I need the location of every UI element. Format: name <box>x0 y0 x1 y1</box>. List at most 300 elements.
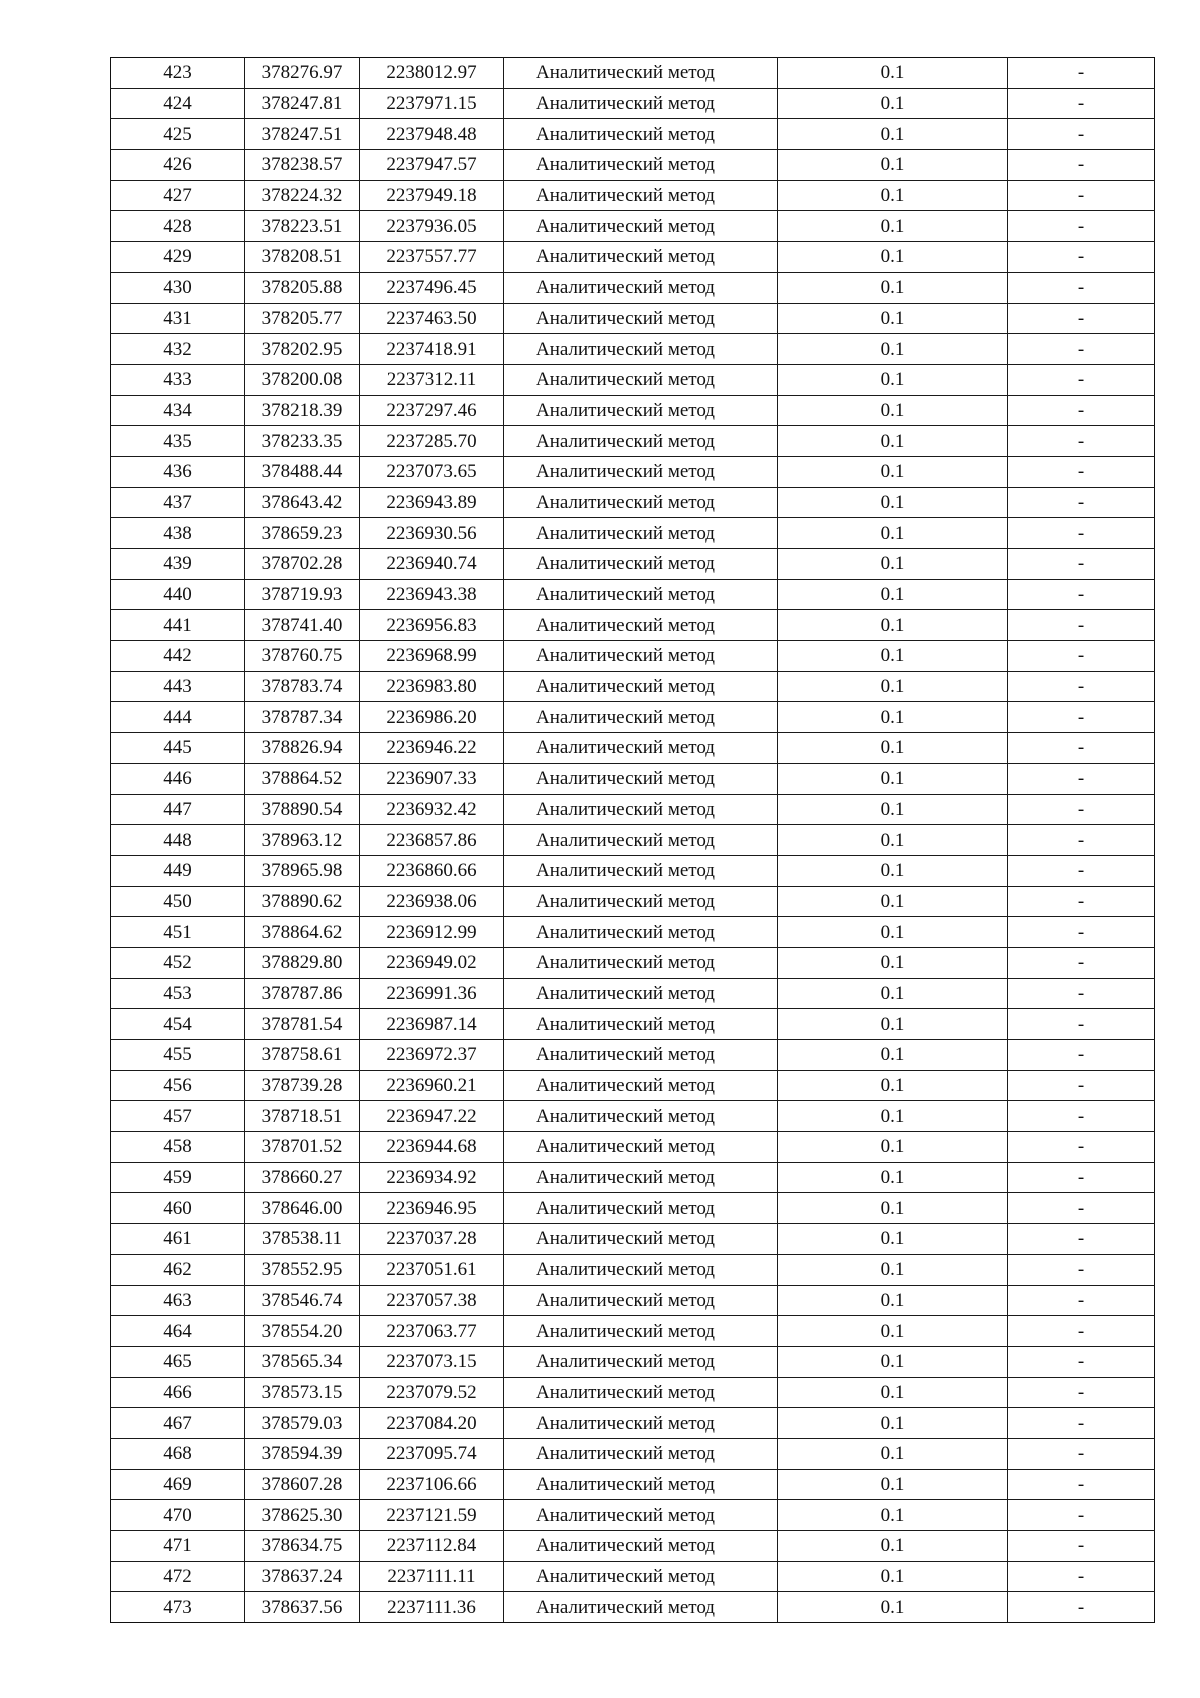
note-cell: - <box>1008 1285 1155 1316</box>
method-cell: Аналитический метод <box>504 334 778 365</box>
method-cell: Аналитический метод <box>504 242 778 273</box>
precision-cell: 0.1 <box>778 1500 1008 1531</box>
y-coordinate-cell: 2236943.38 <box>360 579 504 610</box>
precision-cell: 0.1 <box>778 1592 1008 1623</box>
x-coordinate-cell: 378739.28 <box>245 1070 360 1101</box>
method-cell: Аналитический метод <box>504 272 778 303</box>
precision-cell: 0.1 <box>778 671 1008 702</box>
x-coordinate-cell: 378634.75 <box>245 1531 360 1562</box>
x-coordinate-cell: 378783.74 <box>245 671 360 702</box>
precision-cell: 0.1 <box>778 364 1008 395</box>
x-coordinate-cell: 378701.52 <box>245 1132 360 1163</box>
table-row <box>111 180 1155 211</box>
x-coordinate-cell: 378488.44 <box>245 456 360 487</box>
note-cell: - <box>1008 518 1155 549</box>
x-coordinate-cell: 378659.23 <box>245 518 360 549</box>
note-cell: - <box>1008 1531 1155 1562</box>
table-row <box>111 1592 1155 1623</box>
precision-cell: 0.1 <box>778 825 1008 856</box>
table-row <box>111 88 1155 119</box>
y-coordinate-cell: 2237073.65 <box>360 456 504 487</box>
y-coordinate-cell: 2236944.68 <box>360 1132 504 1163</box>
method-cell: Аналитический метод <box>504 1316 778 1347</box>
note-cell: - <box>1008 1592 1155 1623</box>
note-cell: - <box>1008 150 1155 181</box>
point-number-cell: 437 <box>111 487 245 518</box>
precision-cell: 0.1 <box>778 1285 1008 1316</box>
note-cell: - <box>1008 334 1155 365</box>
x-coordinate-cell: 378963.12 <box>245 825 360 856</box>
table-row <box>111 426 1155 457</box>
note-cell: - <box>1008 1009 1155 1040</box>
precision-cell: 0.1 <box>778 1070 1008 1101</box>
method-cell: Аналитический метод <box>504 1193 778 1224</box>
point-number-cell: 458 <box>111 1132 245 1163</box>
precision-cell: 0.1 <box>778 886 1008 917</box>
table-row <box>111 211 1155 242</box>
x-coordinate-cell: 378200.08 <box>245 364 360 395</box>
method-cell: Аналитический метод <box>504 978 778 1009</box>
x-coordinate-cell: 378758.61 <box>245 1040 360 1071</box>
method-cell: Аналитический метод <box>504 395 778 426</box>
table-row <box>111 334 1155 365</box>
table-row <box>111 702 1155 733</box>
note-cell: - <box>1008 119 1155 150</box>
precision-cell: 0.1 <box>778 180 1008 211</box>
x-coordinate-cell: 378538.11 <box>245 1224 360 1255</box>
precision-cell: 0.1 <box>778 579 1008 610</box>
method-cell: Аналитический метод <box>504 1408 778 1439</box>
x-coordinate-cell: 378218.39 <box>245 395 360 426</box>
x-coordinate-cell: 378702.28 <box>245 549 360 580</box>
x-coordinate-cell: 378760.75 <box>245 641 360 672</box>
precision-cell: 0.1 <box>778 549 1008 580</box>
y-coordinate-cell: 2236907.33 <box>360 763 504 794</box>
note-cell: - <box>1008 88 1155 119</box>
table-row <box>111 487 1155 518</box>
precision-cell: 0.1 <box>778 58 1008 89</box>
point-number-cell: 448 <box>111 825 245 856</box>
x-coordinate-cell: 378594.39 <box>245 1438 360 1469</box>
method-cell: Аналитический метод <box>504 1070 778 1101</box>
table-row <box>111 1162 1155 1193</box>
method-cell: Аналитический метод <box>504 58 778 89</box>
y-coordinate-cell: 2236949.02 <box>360 947 504 978</box>
note-cell: - <box>1008 671 1155 702</box>
method-cell: Аналитический метод <box>504 947 778 978</box>
precision-cell: 0.1 <box>778 763 1008 794</box>
precision-cell: 0.1 <box>778 794 1008 825</box>
point-number-cell: 440 <box>111 579 245 610</box>
y-coordinate-cell: 2237418.91 <box>360 334 504 365</box>
point-number-cell: 441 <box>111 610 245 641</box>
x-coordinate-cell: 378224.32 <box>245 180 360 211</box>
y-coordinate-cell: 2237084.20 <box>360 1408 504 1439</box>
precision-cell: 0.1 <box>778 702 1008 733</box>
point-number-cell: 471 <box>111 1531 245 1562</box>
note-cell: - <box>1008 456 1155 487</box>
y-coordinate-cell: 2237037.28 <box>360 1224 504 1255</box>
x-coordinate-cell: 378637.24 <box>245 1561 360 1592</box>
table-row <box>111 364 1155 395</box>
method-cell: Аналитический метод <box>504 1469 778 1500</box>
precision-cell: 0.1 <box>778 1316 1008 1347</box>
method-cell: Аналитический метод <box>504 1438 778 1469</box>
method-cell: Аналитический метод <box>504 794 778 825</box>
note-cell: - <box>1008 303 1155 334</box>
x-coordinate-cell: 378247.51 <box>245 119 360 150</box>
x-coordinate-cell: 378205.77 <box>245 303 360 334</box>
precision-cell: 0.1 <box>778 610 1008 641</box>
note-cell: - <box>1008 1193 1155 1224</box>
table-row <box>111 1285 1155 1316</box>
note-cell: - <box>1008 733 1155 764</box>
note-cell: - <box>1008 855 1155 886</box>
precision-cell: 0.1 <box>778 334 1008 365</box>
method-cell: Аналитический метод <box>504 426 778 457</box>
precision-cell: 0.1 <box>778 1254 1008 1285</box>
x-coordinate-cell: 378787.34 <box>245 702 360 733</box>
y-coordinate-cell: 2237463.50 <box>360 303 504 334</box>
precision-cell: 0.1 <box>778 1438 1008 1469</box>
precision-cell: 0.1 <box>778 1009 1008 1040</box>
note-cell: - <box>1008 58 1155 89</box>
method-cell: Аналитический метод <box>504 1162 778 1193</box>
y-coordinate-cell: 2237947.57 <box>360 150 504 181</box>
point-number-cell: 460 <box>111 1193 245 1224</box>
x-coordinate-cell: 378552.95 <box>245 1254 360 1285</box>
y-coordinate-cell: 2236857.86 <box>360 825 504 856</box>
note-cell: - <box>1008 1377 1155 1408</box>
y-coordinate-cell: 2236968.99 <box>360 641 504 672</box>
note-cell: - <box>1008 1101 1155 1132</box>
table-row <box>111 1500 1155 1531</box>
method-cell: Аналитический метод <box>504 180 778 211</box>
y-coordinate-cell: 2237112.84 <box>360 1531 504 1562</box>
point-number-cell: 445 <box>111 733 245 764</box>
table-row <box>111 1531 1155 1562</box>
y-coordinate-cell: 2236932.42 <box>360 794 504 825</box>
precision-cell: 0.1 <box>778 1224 1008 1255</box>
note-cell: - <box>1008 917 1155 948</box>
table-row <box>111 456 1155 487</box>
table-row <box>111 1009 1155 1040</box>
y-coordinate-cell: 2237057.38 <box>360 1285 504 1316</box>
y-coordinate-cell: 2237111.11 <box>360 1561 504 1592</box>
point-number-cell: 456 <box>111 1070 245 1101</box>
point-number-cell: 453 <box>111 978 245 1009</box>
method-cell: Аналитический метод <box>504 733 778 764</box>
precision-cell: 0.1 <box>778 487 1008 518</box>
note-cell: - <box>1008 702 1155 733</box>
note-cell: - <box>1008 272 1155 303</box>
point-number-cell: 459 <box>111 1162 245 1193</box>
y-coordinate-cell: 2236991.36 <box>360 978 504 1009</box>
x-coordinate-cell: 378890.54 <box>245 794 360 825</box>
y-coordinate-cell: 2236943.89 <box>360 487 504 518</box>
point-number-cell: 436 <box>111 456 245 487</box>
y-coordinate-cell: 2238012.97 <box>360 58 504 89</box>
table-row <box>111 610 1155 641</box>
method-cell: Аналитический метод <box>504 1377 778 1408</box>
y-coordinate-cell: 2237121.59 <box>360 1500 504 1531</box>
point-number-cell: 425 <box>111 119 245 150</box>
note-cell: - <box>1008 1040 1155 1071</box>
table-row <box>111 518 1155 549</box>
x-coordinate-cell: 378718.51 <box>245 1101 360 1132</box>
precision-cell: 0.1 <box>778 150 1008 181</box>
method-cell: Аналитический метод <box>504 1040 778 1071</box>
point-number-cell: 447 <box>111 794 245 825</box>
coordinates-table-body <box>111 58 1155 1623</box>
point-number-cell: 455 <box>111 1040 245 1071</box>
point-number-cell: 439 <box>111 549 245 580</box>
y-coordinate-cell: 2236940.74 <box>360 549 504 580</box>
point-number-cell: 462 <box>111 1254 245 1285</box>
table-row <box>111 119 1155 150</box>
point-number-cell: 442 <box>111 641 245 672</box>
precision-cell: 0.1 <box>778 641 1008 672</box>
point-number-cell: 430 <box>111 272 245 303</box>
method-cell: Аналитический метод <box>504 917 778 948</box>
table-row <box>111 1316 1155 1347</box>
point-number-cell: 465 <box>111 1346 245 1377</box>
y-coordinate-cell: 2237949.18 <box>360 180 504 211</box>
x-coordinate-cell: 378247.81 <box>245 88 360 119</box>
table-row <box>111 1469 1155 1500</box>
y-coordinate-cell: 2237063.77 <box>360 1316 504 1347</box>
note-cell: - <box>1008 763 1155 794</box>
point-number-cell: 438 <box>111 518 245 549</box>
y-coordinate-cell: 2237971.15 <box>360 88 504 119</box>
x-coordinate-cell: 378965.98 <box>245 855 360 886</box>
note-cell: - <box>1008 1224 1155 1255</box>
y-coordinate-cell: 2237936.05 <box>360 211 504 242</box>
y-coordinate-cell: 2237051.61 <box>360 1254 504 1285</box>
method-cell: Аналитический метод <box>504 1254 778 1285</box>
point-number-cell: 473 <box>111 1592 245 1623</box>
method-cell: Аналитический метод <box>504 150 778 181</box>
point-number-cell: 470 <box>111 1500 245 1531</box>
x-coordinate-cell: 378205.88 <box>245 272 360 303</box>
precision-cell: 0.1 <box>778 1346 1008 1377</box>
y-coordinate-cell: 2236912.99 <box>360 917 504 948</box>
method-cell: Аналитический метод <box>504 456 778 487</box>
note-cell: - <box>1008 1070 1155 1101</box>
table-row <box>111 1132 1155 1163</box>
y-coordinate-cell: 2237285.70 <box>360 426 504 457</box>
precision-cell: 0.1 <box>778 1162 1008 1193</box>
point-number-cell: 464 <box>111 1316 245 1347</box>
method-cell: Аналитический метод <box>504 364 778 395</box>
point-number-cell: 449 <box>111 855 245 886</box>
x-coordinate-cell: 378826.94 <box>245 733 360 764</box>
y-coordinate-cell: 2237106.66 <box>360 1469 504 1500</box>
table-row <box>111 1101 1155 1132</box>
point-number-cell: 466 <box>111 1377 245 1408</box>
point-number-cell: 461 <box>111 1224 245 1255</box>
point-number-cell: 444 <box>111 702 245 733</box>
y-coordinate-cell: 2236986.20 <box>360 702 504 733</box>
table-row <box>111 549 1155 580</box>
table-row <box>111 272 1155 303</box>
y-coordinate-cell: 2236987.14 <box>360 1009 504 1040</box>
x-coordinate-cell: 378781.54 <box>245 1009 360 1040</box>
method-cell: Аналитический метод <box>504 1009 778 1040</box>
y-coordinate-cell: 2236938.06 <box>360 886 504 917</box>
precision-cell: 0.1 <box>778 303 1008 334</box>
method-cell: Аналитический метод <box>504 1132 778 1163</box>
method-cell: Аналитический метод <box>504 88 778 119</box>
precision-cell: 0.1 <box>778 947 1008 978</box>
note-cell: - <box>1008 886 1155 917</box>
y-coordinate-cell: 2236930.56 <box>360 518 504 549</box>
precision-cell: 0.1 <box>778 1561 1008 1592</box>
precision-cell: 0.1 <box>778 1193 1008 1224</box>
y-coordinate-cell: 2237496.45 <box>360 272 504 303</box>
point-number-cell: 443 <box>111 671 245 702</box>
x-coordinate-cell: 378276.97 <box>245 58 360 89</box>
x-coordinate-cell: 378625.30 <box>245 1500 360 1531</box>
precision-cell: 0.1 <box>778 426 1008 457</box>
point-number-cell: 432 <box>111 334 245 365</box>
precision-cell: 0.1 <box>778 855 1008 886</box>
note-cell: - <box>1008 978 1155 1009</box>
table-row <box>111 1346 1155 1377</box>
x-coordinate-cell: 378787.86 <box>245 978 360 1009</box>
point-number-cell: 429 <box>111 242 245 273</box>
note-cell: - <box>1008 794 1155 825</box>
table-row <box>111 150 1155 181</box>
table-row <box>111 671 1155 702</box>
point-number-cell: 434 <box>111 395 245 426</box>
note-cell: - <box>1008 1561 1155 1592</box>
note-cell: - <box>1008 395 1155 426</box>
point-number-cell: 467 <box>111 1408 245 1439</box>
method-cell: Аналитический метод <box>504 1500 778 1531</box>
note-cell: - <box>1008 1254 1155 1285</box>
method-cell: Аналитический метод <box>504 641 778 672</box>
method-cell: Аналитический метод <box>504 1224 778 1255</box>
table-row <box>111 303 1155 334</box>
method-cell: Аналитический метод <box>504 855 778 886</box>
table-row <box>111 1040 1155 1071</box>
method-cell: Аналитический метод <box>504 119 778 150</box>
y-coordinate-cell: 2236983.80 <box>360 671 504 702</box>
point-number-cell: 433 <box>111 364 245 395</box>
method-cell: Аналитический метод <box>504 549 778 580</box>
note-cell: - <box>1008 1438 1155 1469</box>
table-row <box>111 763 1155 794</box>
point-number-cell: 457 <box>111 1101 245 1132</box>
precision-cell: 0.1 <box>778 1101 1008 1132</box>
y-coordinate-cell: 2236960.21 <box>360 1070 504 1101</box>
x-coordinate-cell: 378579.03 <box>245 1408 360 1439</box>
table-row <box>111 978 1155 1009</box>
method-cell: Аналитический метод <box>504 303 778 334</box>
x-coordinate-cell: 378208.51 <box>245 242 360 273</box>
table-row <box>111 855 1155 886</box>
x-coordinate-cell: 378233.35 <box>245 426 360 457</box>
x-coordinate-cell: 378660.27 <box>245 1162 360 1193</box>
precision-cell: 0.1 <box>778 1377 1008 1408</box>
precision-cell: 0.1 <box>778 917 1008 948</box>
method-cell: Аналитический метод <box>504 1101 778 1132</box>
note-cell: - <box>1008 549 1155 580</box>
precision-cell: 0.1 <box>778 1469 1008 1500</box>
table-row <box>111 886 1155 917</box>
precision-cell: 0.1 <box>778 733 1008 764</box>
y-coordinate-cell: 2237073.15 <box>360 1346 504 1377</box>
note-cell: - <box>1008 211 1155 242</box>
table-row <box>111 917 1155 948</box>
y-coordinate-cell: 2237297.46 <box>360 395 504 426</box>
method-cell: Аналитический метод <box>504 518 778 549</box>
x-coordinate-cell: 378607.28 <box>245 1469 360 1500</box>
y-coordinate-cell: 2237948.48 <box>360 119 504 150</box>
note-cell: - <box>1008 1500 1155 1531</box>
x-coordinate-cell: 378573.15 <box>245 1377 360 1408</box>
note-cell: - <box>1008 1132 1155 1163</box>
note-cell: - <box>1008 180 1155 211</box>
y-coordinate-cell: 2237095.74 <box>360 1438 504 1469</box>
point-number-cell: 452 <box>111 947 245 978</box>
point-number-cell: 446 <box>111 763 245 794</box>
precision-cell: 0.1 <box>778 211 1008 242</box>
note-cell: - <box>1008 1162 1155 1193</box>
y-coordinate-cell: 2237557.77 <box>360 242 504 273</box>
note-cell: - <box>1008 610 1155 641</box>
table-row <box>111 1561 1155 1592</box>
table-row <box>111 733 1155 764</box>
y-coordinate-cell: 2236947.22 <box>360 1101 504 1132</box>
x-coordinate-cell: 378565.34 <box>245 1346 360 1377</box>
note-cell: - <box>1008 364 1155 395</box>
precision-cell: 0.1 <box>778 1132 1008 1163</box>
x-coordinate-cell: 378223.51 <box>245 211 360 242</box>
precision-cell: 0.1 <box>778 395 1008 426</box>
table-row <box>111 641 1155 672</box>
table-row <box>111 58 1155 89</box>
precision-cell: 0.1 <box>778 242 1008 273</box>
table-row <box>111 947 1155 978</box>
point-number-cell: 427 <box>111 180 245 211</box>
method-cell: Аналитический метод <box>504 1531 778 1562</box>
point-number-cell: 463 <box>111 1285 245 1316</box>
table-row <box>111 1070 1155 1101</box>
precision-cell: 0.1 <box>778 518 1008 549</box>
point-number-cell: 423 <box>111 58 245 89</box>
method-cell: Аналитический метод <box>504 1346 778 1377</box>
method-cell: Аналитический метод <box>504 1561 778 1592</box>
x-coordinate-cell: 378719.93 <box>245 579 360 610</box>
x-coordinate-cell: 378829.80 <box>245 947 360 978</box>
point-number-cell: 472 <box>111 1561 245 1592</box>
table-row <box>111 794 1155 825</box>
note-cell: - <box>1008 1408 1155 1439</box>
note-cell: - <box>1008 1346 1155 1377</box>
point-number-cell: 426 <box>111 150 245 181</box>
method-cell: Аналитический метод <box>504 702 778 733</box>
y-coordinate-cell: 2236956.83 <box>360 610 504 641</box>
note-cell: - <box>1008 242 1155 273</box>
note-cell: - <box>1008 1469 1155 1500</box>
point-number-cell: 454 <box>111 1009 245 1040</box>
precision-cell: 0.1 <box>778 119 1008 150</box>
x-coordinate-cell: 378864.62 <box>245 917 360 948</box>
point-number-cell: 428 <box>111 211 245 242</box>
table-row <box>111 242 1155 273</box>
